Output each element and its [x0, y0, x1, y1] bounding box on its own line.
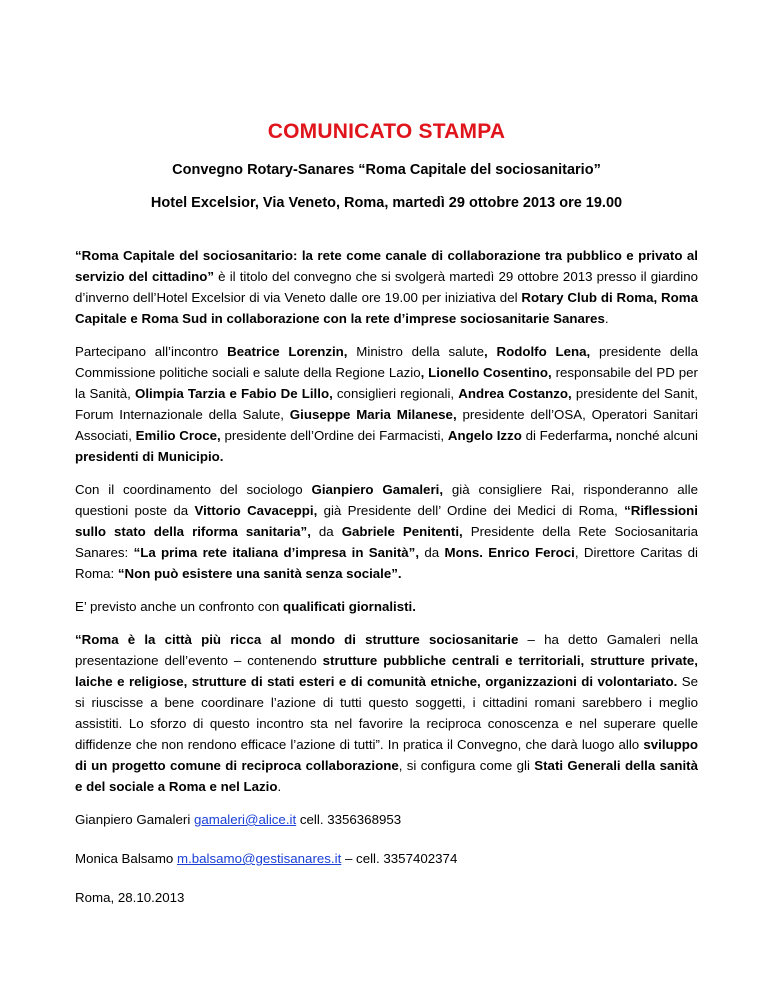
paragraph-journalists — [75, 596, 698, 617]
text-run: Presidente della Rete Sociosanitaria Sanares: — [75, 524, 698, 560]
contact-phone: – cell. 3357402374 — [341, 851, 458, 866]
text-run: Ministro della salute — [347, 344, 484, 359]
bold-text-run: Olimpia Tarzia e Fabio De Lillo, — [135, 386, 333, 401]
bold-text-run: Mons. Enrico Feroci — [444, 545, 575, 560]
bold-text-run: , — [608, 428, 613, 443]
contact-name: Gianpiero Gamaleri — [75, 812, 194, 827]
bold-text-run: Gianpiero Gamaleri, — [311, 482, 444, 497]
bold-text-run: , Rodolfo Lena, — [484, 344, 591, 359]
text-run: nonché alcuni — [612, 428, 698, 443]
bold-text-run: Emilio Croce, — [135, 428, 221, 443]
contact-phone: cell. 3356368953 — [296, 812, 402, 827]
bold-text-run: presidenti di Municipio. — [75, 449, 224, 464]
bold-text-run: “Non può esistere una sanità senza sociale”. — [117, 566, 402, 581]
text-run: , Direttore Caritas di Roma: — [75, 545, 699, 581]
document-body — [75, 120, 698, 926]
bold-text-run: Vittorio Cavaceppi, — [194, 503, 318, 518]
bold-text-run: qualificati giornalisti. — [282, 599, 416, 614]
contact-email-link[interactable]: gamaleri@alice.it — [193, 812, 297, 827]
bold-text-run: Angelo Izzo — [447, 428, 522, 443]
contact-name: Monica Balsamo — [75, 851, 177, 866]
text-run: responsabile del PD per la Sanità, — [75, 365, 698, 401]
text-run: da — [419, 545, 445, 560]
text-run: consiglieri regionali, — [332, 386, 459, 401]
text-run: presidente dell’OSA, Operatori Sanitari Associati, — [75, 407, 699, 443]
dateline: Roma, 28.10.2013 — [75, 890, 185, 905]
text-run: presidente del Sanit, Forum Internazionale della Salute, — [75, 386, 698, 422]
text-run: di Federfarma — [521, 428, 609, 443]
bold-text-run: Giuseppe Maria Milanese, — [289, 407, 457, 422]
bold-text-run: sviluppo di un progetto comune di reciproca collaborazione — [75, 737, 698, 773]
event-venue-date: Hotel Excelsior, Via Veneto, Roma, martedì 29 ottobre 2013 ore 19.00 — [150, 195, 623, 211]
text-run: . — [604, 311, 609, 326]
text-run: Se si riuscisse a bene coordinare l’azione di tutti questo soggetti, i cittadini romani sarebbero i meglio assistiti. Lo sforzo di questo incontro sta nel favorire la reciproca conoscenza e nel superare quelle diffidenze che non rendono efficace l’azione di tutti”. In pratica il Convegno, che darà luogo allo — [75, 674, 699, 752]
bold-text-run: Rotary Club di Roma, Roma Capitale e Roma Sud in collaborazione con la rete d’imprese sociosanitarie Sanares — [75, 290, 698, 326]
bold-text-run: Beatrice Lorenzin, — [227, 344, 348, 359]
document-title: COMUNICATO STAMPA — [267, 120, 506, 143]
text-run: presidente dell’Ordine dei Farmacisti, — [220, 428, 448, 443]
text-run: Partecipano all’incontro — [75, 344, 228, 359]
bold-text-run: Stati Generali della sanità e del sociale a Roma e nel Lazio — [75, 758, 699, 794]
bold-text-run: Gabriele Penitenti, — [341, 524, 463, 539]
paragraph-participants — [75, 341, 698, 467]
bold-text-run: , Lionello Cosentino, — [420, 365, 552, 380]
text-run: da — [310, 524, 342, 539]
bold-text-run: Andrea Costanzo, — [458, 386, 572, 401]
text-run: già Presidente dell’ Ordine dei Medici di Roma, — [317, 503, 625, 518]
text-run: . — [277, 779, 282, 794]
bold-text-run: “Riflessioni sullo stato della riforma sanitaria”, — [75, 503, 698, 539]
text-run: già consigliere Rai, risponderanno alle questioni poste da — [75, 482, 698, 518]
contact-line — [75, 848, 698, 869]
text-run: Con il coordinamento del sociologo — [75, 482, 312, 497]
bold-text-run: “La prima rete italiana d’impresa in Sanità”, — [133, 545, 420, 560]
paragraph-quote — [75, 629, 698, 797]
bold-text-run: “Roma è la città più ricca al mondo di strutture sociosanitarie — [75, 632, 519, 647]
text-run: – ha detto Gamaleri nella presentazione dell’evento – contenendo — [75, 632, 698, 668]
text-run: è il titolo del convegno che si svolgerà martedì 29 ottobre 2013 presso il giardino d’inverno dell’Hotel Excelsior di via Veneto dalle ore 19.00 per iniziativa del — [75, 269, 699, 305]
contact-line — [75, 809, 698, 830]
paragraph-speakers — [75, 479, 698, 584]
contact-email-link[interactable]: m.balsamo@gestisanares.it — [177, 851, 342, 866]
text-run: E’ previsto anche un confronto con — [75, 599, 283, 614]
bold-text-run: “Roma Capitale del sociosanitario: la rete come canale di collaborazione tra pubblico e privato al servizio del cittadino” — [75, 248, 698, 284]
event-subtitle: Convegno Rotary-Sanares “Roma Capitale del sociosanitario” — [172, 162, 601, 178]
bold-text-run: strutture pubbliche centrali e territoriali, strutture private, laiche e religiose, strutture di stati esteri e di comunità etniche, organizzazioni di volontariato. — [75, 653, 698, 689]
text-run: , si configura come gli — [398, 758, 535, 773]
text-run: presidente della Commissione politiche sociali e salute della Regione Lazio — [75, 344, 699, 380]
paragraph-intro — [75, 245, 698, 329]
